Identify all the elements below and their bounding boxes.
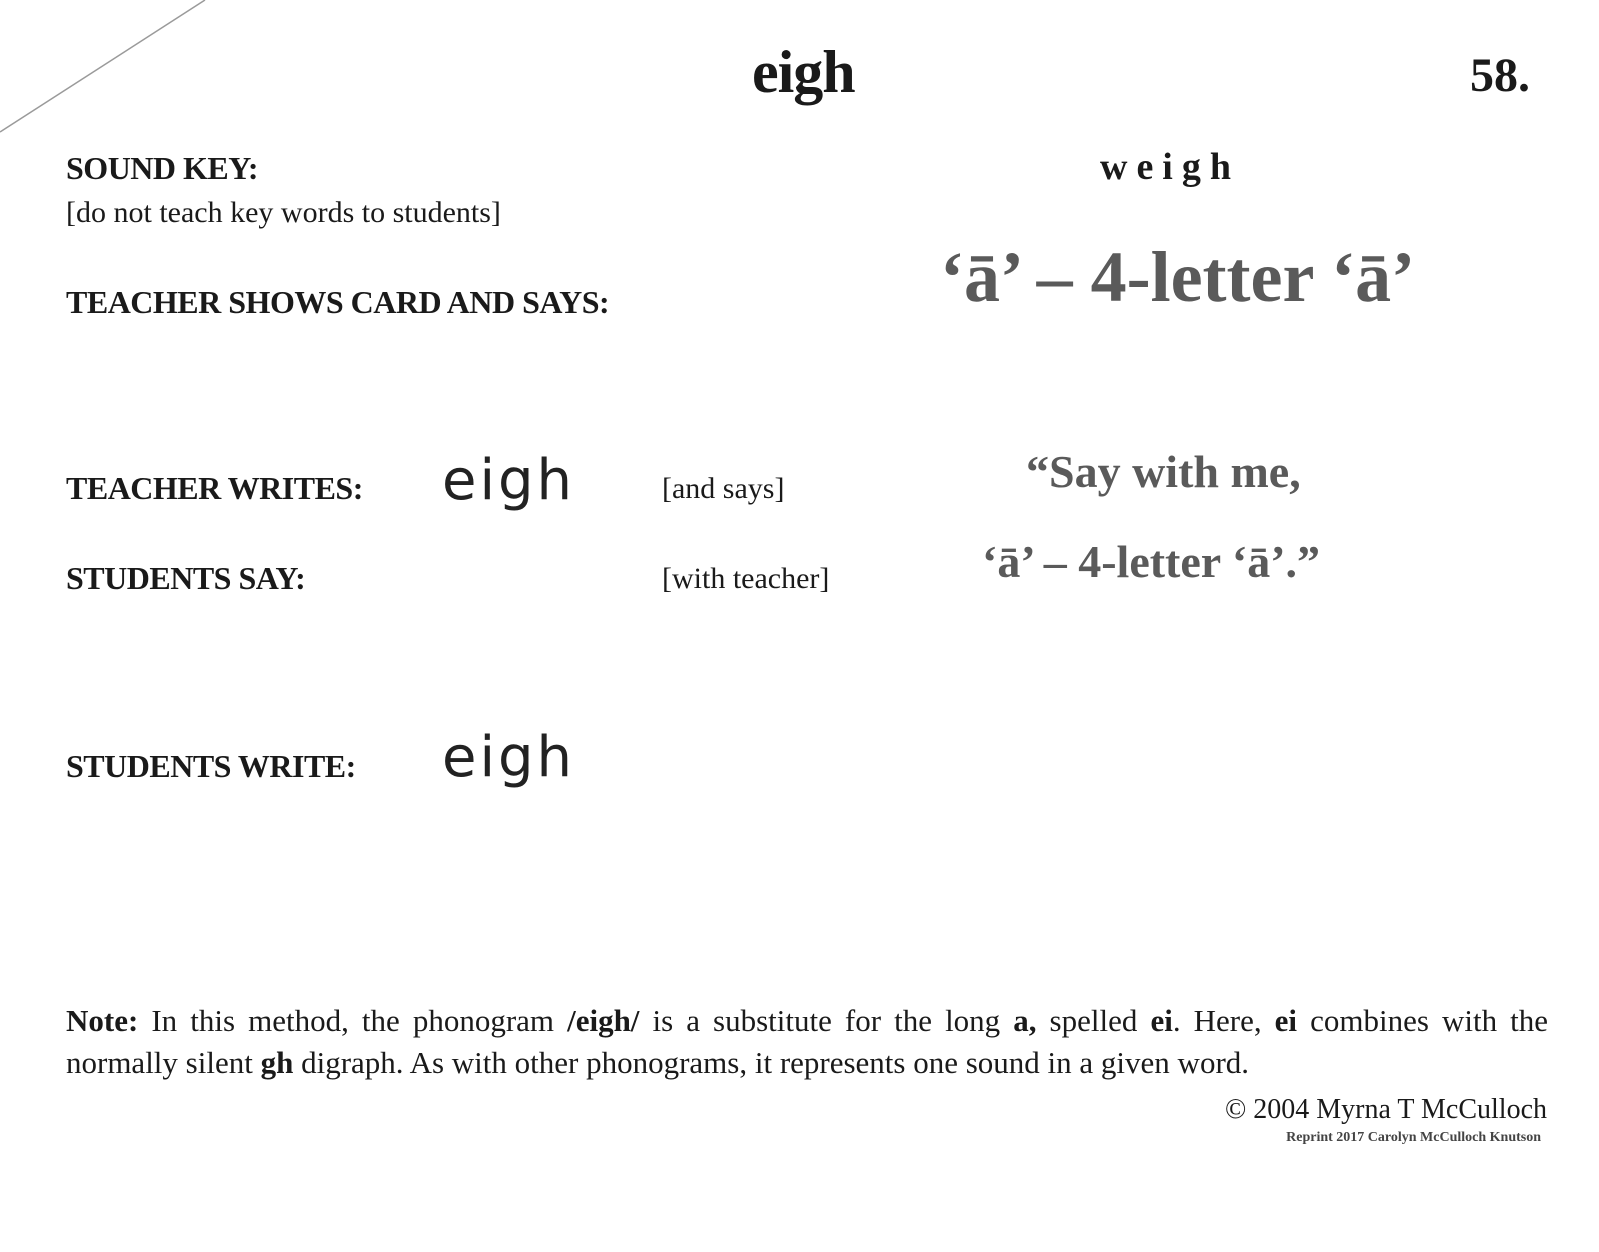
sound-key-label: SOUND KEY: xyxy=(66,150,259,186)
note-label: Note: xyxy=(66,1003,139,1038)
copyright: © 2004 Myrna T McCulloch xyxy=(1225,1094,1547,1125)
card-number: 58. xyxy=(1470,49,1530,102)
students-say-label: STUDENTS SAY: xyxy=(66,560,306,596)
card-title: eigh xyxy=(752,39,855,105)
teacher-says-label: TEACHER SHOWS CARD AND SAYS: xyxy=(66,284,610,320)
sound-quote: ‘ā’ – 4-letter ‘ā’.” xyxy=(982,536,1321,587)
students-phonogram: eigh xyxy=(442,725,576,790)
corner-fold-line xyxy=(0,0,210,140)
sound-pronunciation: ‘ā’ – 4-letter ‘ā’ xyxy=(940,237,1416,317)
sound-key-note: [do not teach key words to students] xyxy=(66,196,501,229)
teacher-phonogram: eigh xyxy=(442,448,576,513)
students-write-label: STUDENTS WRITE: xyxy=(66,748,356,784)
reprint-credit: Reprint 2017 Carolyn McCulloch Knutson xyxy=(1286,1130,1541,1145)
key-word: weigh xyxy=(1100,146,1240,188)
teacher-writes-label: TEACHER WRITES: xyxy=(66,470,363,506)
and-says-note: [and says] xyxy=(662,472,785,505)
with-teacher-note: [with teacher] xyxy=(662,562,830,595)
note-paragraph: Note: In this method, the phonogram /eigh/ is a substitute for the long a, spelled ei. Here, ei combines with the normally silent gh digraph. As with other phonograms, it represents one sound in a given word. xyxy=(66,1003,1549,1080)
say-with-me-quote: “Say with me, xyxy=(1026,446,1301,497)
